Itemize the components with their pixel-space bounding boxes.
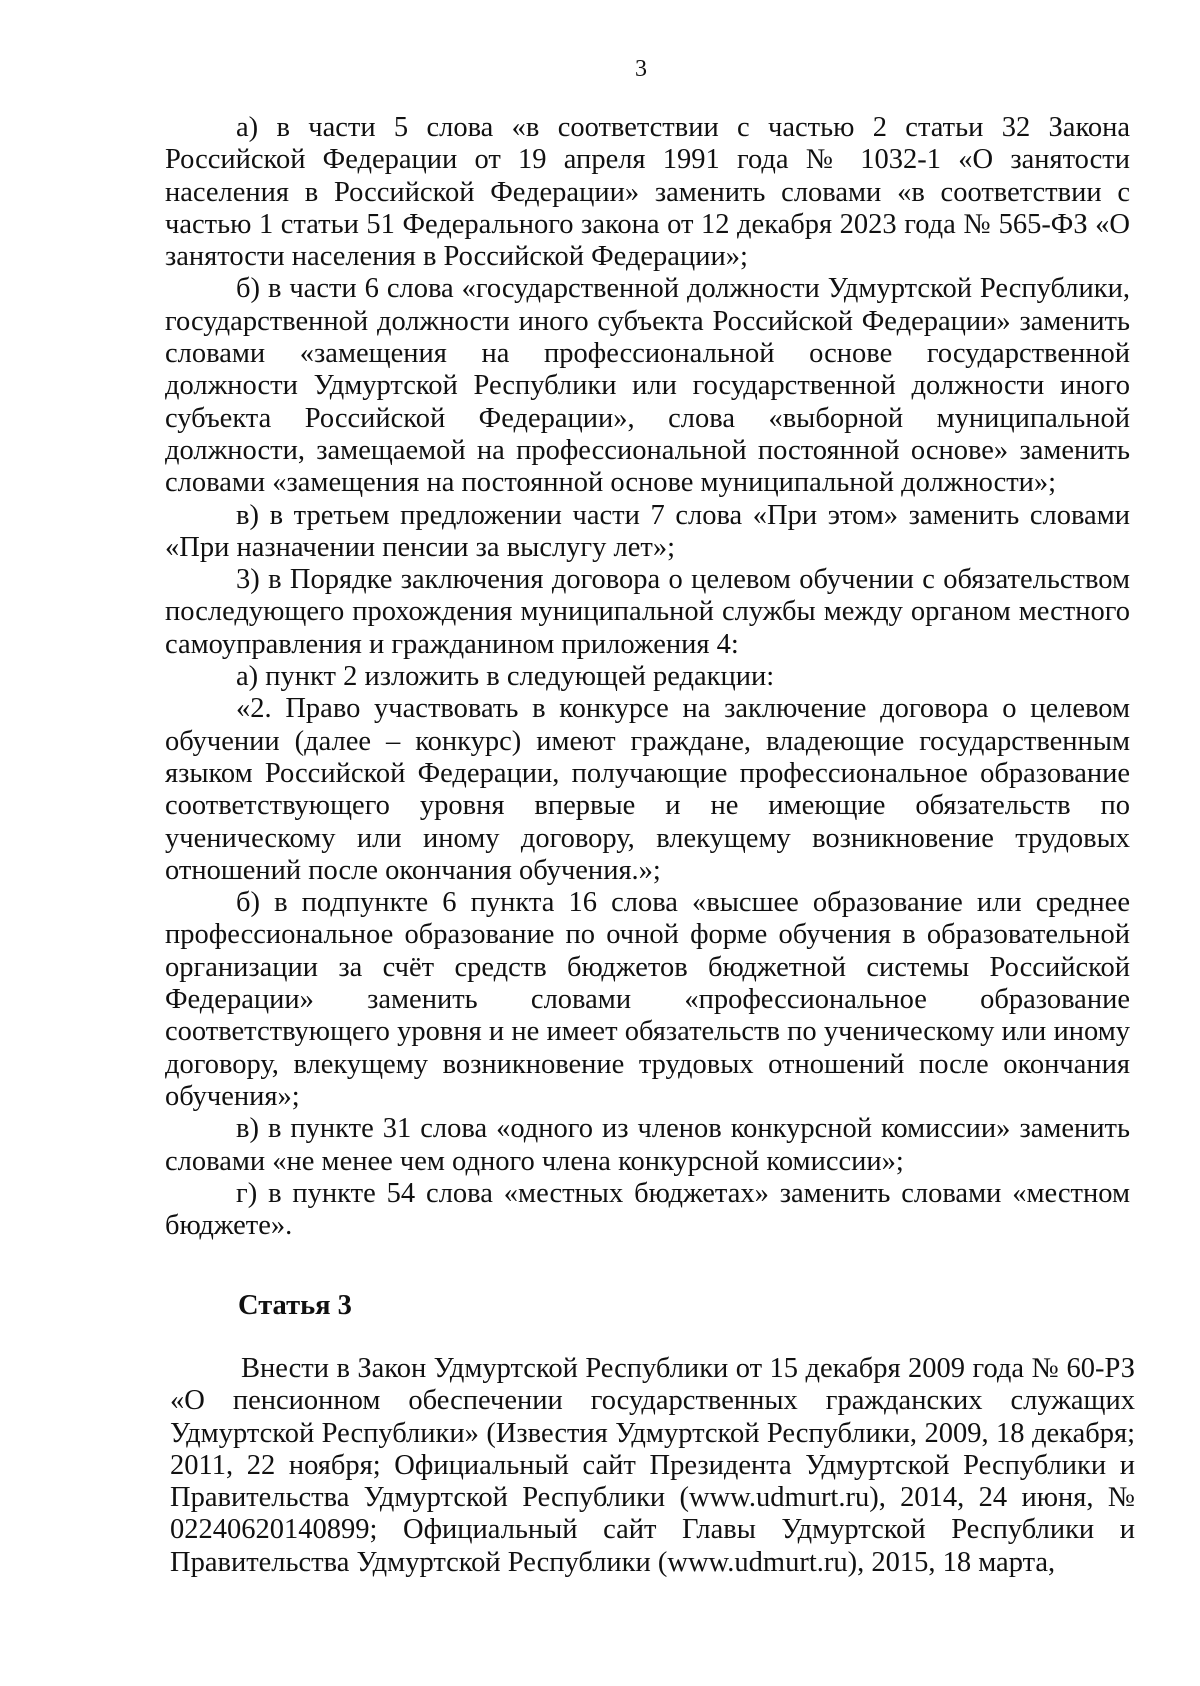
paragraph-v-point-31: в) в пункте 31 слова «одного из членов конкурсной комиссии» заменить словами «не менее чем одного члена конкурсной комиссии»;	[165, 1113, 1130, 1177]
paragraph-a-point-2: а) пункт 2 изложить в следующей редакции:	[236, 661, 775, 693]
article-3-text	[170, 1353, 1135, 1579]
paragraph-a-part-5: а) в части 5 слова «в соответствии с частью 2 статьи 32 Закона Российской Федерации от 19 апреля 1991 года № 1032-1 «О занятости населения в Российской Федерации» заменить словами «в соответствии с частью 1 статьи 51 Федерального закона от 12 декабря 2023 года № 565-ФЗ «О занятости населения в Российской Федерации»;	[165, 112, 1130, 273]
paragraph-b-part-6: б) в части 6 слова «государственной должности Удмуртской Республики, государственной должности иного субъекта Российской Федерации» заменить словами «замещения на профессиональной основе государственной должности Удмуртской Республики или государственной должности иного субъекта Российской Федерации», слова «выборной муниципальной должности, замещаемой на профессиональной постоянной основе» заменить словами «замещения на постоянной основе муниципальной должности»;	[165, 273, 1130, 499]
paragraph-point-2-text: «2. Право участвовать в конкурсе на заключение договора о целевом обучении (далее – конкурс) имеют граждане, владеющие государственным языком Российской Федерации, получающие профессиональное образование соответствующего уровня впервые и не имеющие обязательств по ученическому или иному договору, влекущему возникновение трудовых отношений после окончания обучения.»;	[165, 693, 1130, 886]
page-number: 3	[635, 56, 647, 82]
paragraph-g-point-54: г) в пункте 54 слова «местных бюджетах» заменить словами «местном бюджете».	[165, 1177, 1130, 1242]
paragraph-article-3: Внести в Закон Удмуртской Республики от 15 декабря 2009 года № 60-РЗ «О пенсионном обеспечении государственных гражданских служащих Удмуртской Республики» (Известия Удмуртской Республики, 2009, 18 декабря; 2011, 22 ноября; Официальный сайт Президента Удмуртской Республики и Правительства Удмуртской Республики (www.udmurt.ru), 2014, 24 июня, № 02240620140899; Официальный сайт Главы Удмуртской Республики и Правительства Удмуртской Республики (www.udmurt.ru), 2015, 18 марта,	[170, 1353, 1135, 1578]
paragraph-b-subpoint-6: б) в подпункте 6 пункта 16 слова «высшее образование или среднее профессиональное образование по очной форме обучения в образовательной организации за счёт средств бюджетов бюджетной системы Российской Федерации» заменить словами «профессиональное образование соответствующего уровня и не имеет обязательств по ученическому или иному договору, влекущему возникновение трудовых отношений после окончания обучения»;	[165, 887, 1130, 1112]
body-text	[165, 112, 1130, 1242]
article-heading: Статья 3	[238, 1290, 352, 1321]
paragraph-v-part-7: в) в третьем предложении части 7 слова «При этом» заменить словами «При назначении пенсии за выслугу лет»;	[165, 499, 1130, 563]
paragraph-3-order: 3) в Порядке заключения договора о целевом обучении с обязательством последующего прохождения муниципальной службы между органом местного самоуправления и гражданином приложения 4:	[165, 564, 1130, 660]
